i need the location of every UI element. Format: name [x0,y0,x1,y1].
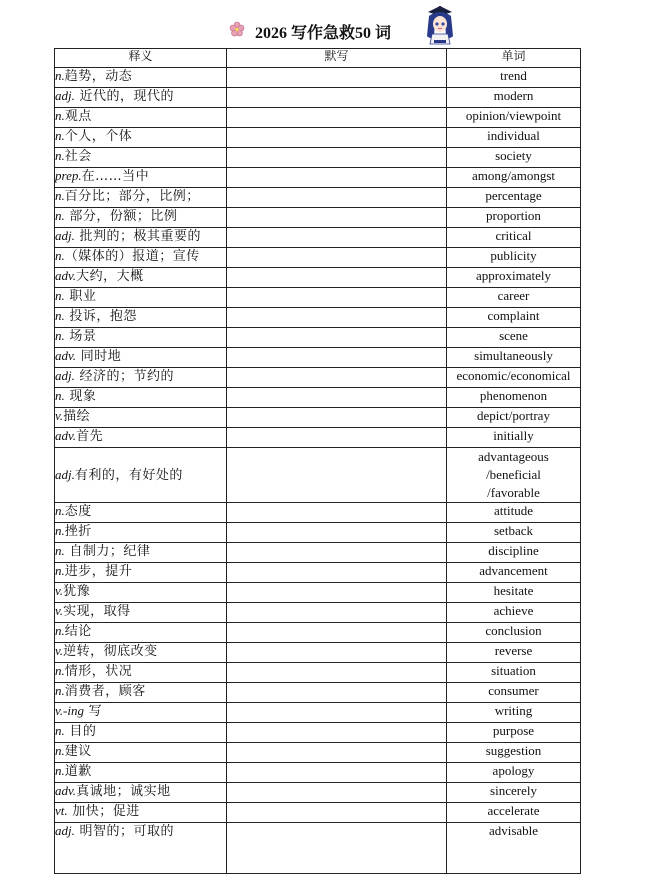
dictation-blank-cell[interactable] [227,148,447,168]
table-row [55,288,581,308]
part-of-speech: n. [55,503,65,518]
dictation-blank-cell[interactable] [227,428,447,448]
part-of-speech: n. [55,288,65,303]
part-of-speech: n. [55,128,65,143]
table-row [55,523,581,543]
table-row [55,108,581,128]
meaning-cell [55,683,227,703]
word-cell: critical [447,228,581,248]
meaning-cell [55,88,227,108]
meaning-cell [55,368,227,388]
meaning-cell [55,763,227,783]
part-of-speech: n. [55,663,65,678]
word-cell: opinion/viewpoint [447,108,581,128]
word-cell: discipline [447,543,581,563]
word-cell: advancement [447,563,581,583]
meaning-text: 道歉 [64,764,92,779]
part-of-speech: adv. [55,428,77,443]
table-row [55,188,581,208]
table-row [55,448,581,503]
meaning-text: 经济的；节约的 [74,369,175,384]
table-row [55,168,581,188]
part-of-speech: n. [55,743,65,758]
part-of-speech: vt. [55,803,68,818]
part-of-speech: n. [55,523,65,538]
dictation-blank-cell[interactable] [227,683,447,703]
dictation-blank-cell[interactable] [227,823,447,874]
word-cell: advisable [447,823,581,874]
dictation-blank-cell[interactable] [227,268,447,288]
dictation-blank-cell[interactable] [227,368,447,388]
part-of-speech: v. [55,408,64,423]
part-of-speech: v. [55,583,64,598]
dictation-blank-cell[interactable] [227,783,447,803]
table-row [55,228,581,248]
word-cell: economic/economical [447,368,581,388]
table-row [55,783,581,803]
meaning-cell [55,563,227,583]
dictation-blank-cell[interactable] [227,448,447,503]
part-of-speech: adv. [55,348,77,363]
meaning-cell [55,408,227,428]
word-cell: complaint [447,308,581,328]
table-row [55,268,581,288]
meaning-cell [55,448,227,503]
meaning-text: 实现，取得 [63,604,131,619]
table-row [55,368,581,388]
part-of-speech: n. [55,68,65,83]
part-of-speech: n. [55,723,65,738]
word-cell: attitude [447,503,581,523]
meaning-cell [55,388,227,408]
table-row [55,148,581,168]
part-of-speech: n. [55,683,65,698]
meaning-cell [55,228,227,248]
dictation-blank-cell[interactable] [227,643,447,663]
meaning-text: 个人，个体 [64,129,133,144]
meaning-text: 社会 [64,149,92,164]
dictation-blank-cell[interactable] [227,288,447,308]
word-cell: percentage [447,188,581,208]
word-cell: accelerate [447,803,581,823]
meaning-text: 百分比；部分，比例； [64,189,200,204]
meaning-cell [55,803,227,823]
part-of-speech: n. [55,108,65,123]
meaning-cell [55,663,227,683]
meaning-text: 近代的，现代的 [74,89,175,104]
meaning-text: 情形，状况 [64,664,133,679]
word-cell: achieve [447,603,581,623]
meaning-text: 态度 [64,504,92,519]
meaning-text: 犹豫 [63,584,91,599]
table-row [55,543,581,563]
table-row [55,743,581,763]
table-row [55,683,581,703]
meaning-text: 明智的；可取的 [74,824,175,839]
part-of-speech: n. [55,248,65,263]
word-cell: depict/portray [447,408,581,428]
dictation-blank-cell[interactable] [227,503,447,523]
meaning-text: 有利的，有好处的 [74,468,183,483]
part-of-speech: adj. [55,368,75,383]
dictation-blank-cell[interactable] [227,188,447,208]
table-header-row [55,49,581,68]
meaning-text: 写 [84,704,103,719]
meaning-cell [55,743,227,763]
meaning-text: 现象 [64,389,97,404]
meaning-cell [55,328,227,348]
meaning-cell [55,623,227,643]
table-row [55,208,581,228]
meaning-cell [55,823,227,874]
meaning-cell [55,248,227,268]
word-cell: sincerely [447,783,581,803]
table-row [55,308,581,328]
word-cell: phenomenon [447,388,581,408]
meaning-cell [55,603,227,623]
meaning-text: 描绘 [63,409,91,424]
meaning-text: 目的 [64,724,97,739]
dictation-blank-cell[interactable] [227,663,447,683]
word-cell: conclusion [447,623,581,643]
part-of-speech: n. [55,763,65,778]
column-header-word: 单词 [447,49,581,68]
meaning-cell [55,268,227,288]
dictation-blank-cell[interactable] [227,108,447,128]
dictation-blank-cell[interactable] [227,68,447,88]
meaning-cell [55,208,227,228]
part-of-speech: v. [55,643,64,658]
meaning-cell [55,723,227,743]
dictation-blank-cell[interactable] [227,523,447,543]
page-header [0,0,650,48]
table-row [55,128,581,148]
vocabulary-table [54,48,581,874]
table-row [55,643,581,663]
meaning-text: 进步，提升 [64,564,133,579]
part-of-speech: adv. [55,783,77,798]
dictation-blank-cell[interactable] [227,583,447,603]
part-of-speech: prep. [55,168,82,183]
meaning-text: 趋势，动态 [64,69,133,84]
dictation-blank-cell[interactable] [227,248,447,268]
flower-icon [229,21,245,37]
part-of-speech: adv. [55,268,77,283]
meaning-text: 挫折 [64,524,92,539]
meaning-text: 同时地 [76,349,122,364]
table-row [55,803,581,823]
part-of-speech: adj. [55,228,75,243]
part-of-speech: n. [55,388,65,403]
word-cell: consumer [447,683,581,703]
table-row [55,763,581,783]
dictation-blank-cell[interactable] [227,563,447,583]
meaning-text: 自制力；纪律 [64,544,151,559]
meaning-cell [55,168,227,188]
table-row [55,723,581,743]
word-cell: initially [447,428,581,448]
dictation-blank-cell[interactable] [227,308,447,328]
dictation-blank-cell[interactable] [227,543,447,563]
dictation-blank-cell[interactable] [227,743,447,763]
meaning-cell [55,148,227,168]
word-cell: individual [447,128,581,148]
dictation-blank-cell[interactable] [227,723,447,743]
table-row [55,348,581,368]
dictation-blank-cell[interactable] [227,388,447,408]
column-header-dictation: 默写 [227,49,447,68]
part-of-speech: n. [55,148,65,163]
part-of-speech: adj. [55,467,75,482]
table-row [55,68,581,88]
table-row [55,388,581,408]
meaning-text: 首先 [76,429,104,444]
meaning-text: 大约，大概 [76,269,144,284]
table-row [55,563,581,583]
part-of-speech: v. [55,603,64,618]
part-of-speech: n. [55,188,65,203]
dictation-blank-cell[interactable] [227,128,447,148]
word-cell: proportion [447,208,581,228]
meaning-cell [55,783,227,803]
word-cell: society [447,148,581,168]
part-of-speech: n. [55,543,65,558]
meaning-cell [55,128,227,148]
table-row [55,603,581,623]
dictation-blank-cell[interactable] [227,703,447,723]
dictation-blank-cell[interactable] [227,228,447,248]
meaning-cell [55,308,227,328]
meaning-text: 职业 [64,289,97,304]
dictation-blank-cell[interactable] [227,408,447,428]
meaning-text: 批判的；极其重要的 [74,229,202,244]
word-cell: situation [447,663,581,683]
part-of-speech: n. [55,328,65,343]
table-row [55,503,581,523]
part-of-speech: adj. [55,88,75,103]
table-row [55,408,581,428]
dictation-blank-cell[interactable] [227,328,447,348]
table-row [55,623,581,643]
word-cell: modern [447,88,581,108]
meaning-text: 真诚地；诚实地 [76,784,171,799]
table-row [55,428,581,448]
table-row [55,583,581,603]
anime-girl-avatar [420,2,460,46]
word-cell: trend [447,68,581,88]
meaning-text: 在……当中 [81,169,150,184]
meaning-text: 消费者，顾客 [64,684,146,699]
table-row [55,328,581,348]
meaning-cell [55,428,227,448]
word-cell: simultaneously [447,348,581,368]
word-cell: purpose [447,723,581,743]
dictation-blank-cell[interactable] [227,88,447,108]
meaning-cell [55,68,227,88]
word-cell: approximately [447,268,581,288]
meaning-cell [55,643,227,663]
part-of-speech: n. [55,308,65,323]
dictation-blank-cell[interactable] [227,763,447,783]
meaning-cell [55,348,227,368]
word-cell: advantageous /beneficial /favorable [447,448,581,503]
part-of-speech: n. [55,563,65,578]
meaning-text: （媒体的）报道；宣传 [64,249,200,264]
meaning-cell [55,288,227,308]
word-cell: scene [447,328,581,348]
meaning-cell [55,188,227,208]
meaning-text: 加快；促进 [67,804,140,819]
page-title: 2026 写作急救50 词 [255,25,392,42]
part-of-speech: adj. [55,823,75,838]
dictation-blank-cell[interactable] [227,603,447,623]
meaning-cell [55,703,227,723]
meaning-cell [55,583,227,603]
dictation-blank-cell[interactable] [227,168,447,188]
dictation-blank-cell[interactable] [227,803,447,823]
meaning-text: 观点 [64,109,92,124]
word-cell: hesitate [447,583,581,603]
table-row [55,248,581,268]
part-of-speech: n. [55,623,65,638]
dictation-blank-cell[interactable] [227,623,447,643]
table-row [55,88,581,108]
meaning-text: 建议 [64,744,92,759]
meaning-text: 结论 [64,624,92,639]
meaning-text: 场景 [64,329,97,344]
meaning-text: 逆转，彻底改变 [63,644,158,659]
meaning-text: 部分，份额；比例 [64,209,178,224]
word-cell: setback [447,523,581,543]
meaning-cell [55,503,227,523]
table-row [55,663,581,683]
word-cell: among/amongst [447,168,581,188]
part-of-speech: n. [55,208,65,223]
table-row [55,823,581,874]
table-row [55,703,581,723]
word-cell: publicity [447,248,581,268]
meaning-cell [55,108,227,128]
word-cell: reverse [447,643,581,663]
meaning-text: 投诉，抱怨 [64,309,137,324]
meaning-cell [55,543,227,563]
word-cell: apology [447,763,581,783]
dictation-blank-cell[interactable] [227,208,447,228]
meaning-cell [55,523,227,543]
dictation-blank-cell[interactable] [227,348,447,368]
column-header-meaning: 释义 [55,49,227,68]
word-cell: suggestion [447,743,581,763]
part-of-speech: v.-ing [55,703,84,718]
word-cell: writing [447,703,581,723]
word-cell: career [447,288,581,308]
